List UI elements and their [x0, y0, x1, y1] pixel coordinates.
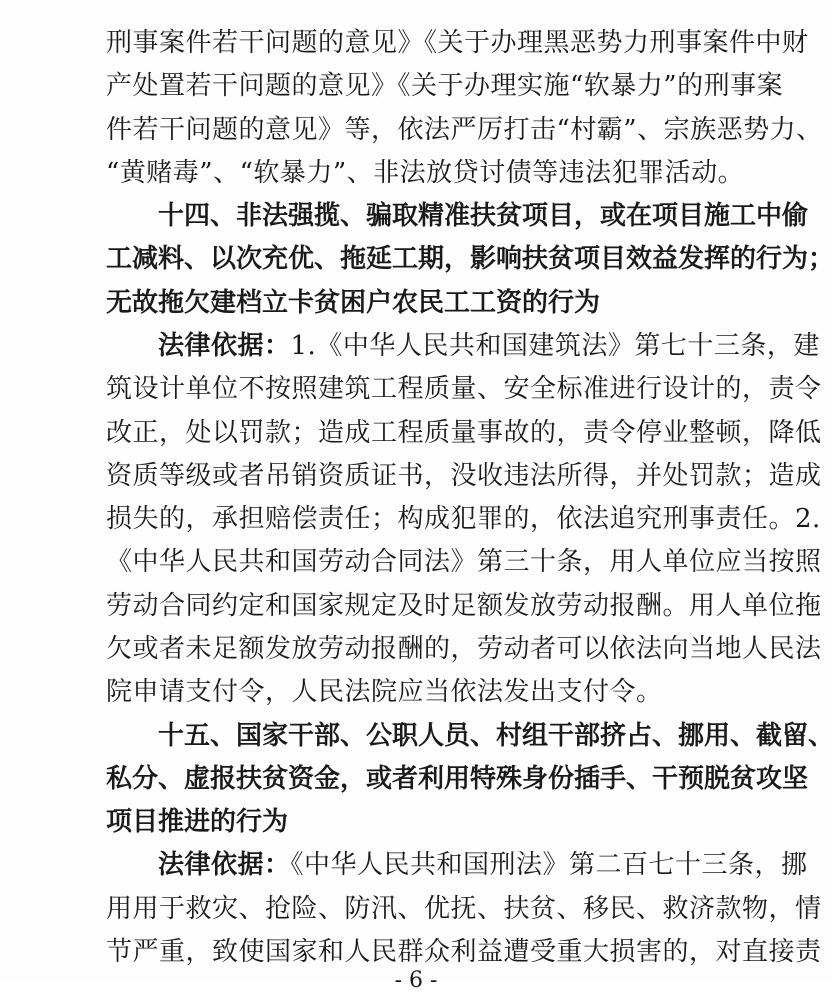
section-heading-15: 私分、虚报扶贫资金，或者利用特殊身份插手、干预脱贫攻坚: [106, 764, 809, 794]
body-line: 用用于救灾、抢险、防汛、优抚、扶贫、移民、救济款物，情: [106, 894, 822, 924]
body-line: 筑设计单位不按照建筑工程质量、安全标准进行设计的，责令: [106, 374, 822, 404]
body-line: 损失的，承担赔偿责任；构成犯罪的，依法追究刑事责任。2.: [106, 504, 821, 534]
legal-basis-text: 1.《中华人民共和国建筑法》第七十三条，建: [290, 331, 820, 361]
legal-basis-label: 法律依据：: [158, 331, 291, 361]
legal-basis-first-line: [158, 324, 820, 368]
section-heading-14: 工减料、以次充优、拖延工期，影响扶贫项目效益发挥的行为；: [106, 244, 834, 274]
legal-basis-label: 法律依据：: [158, 850, 291, 880]
page-number: - 6 -: [394, 968, 438, 993]
body-line: 《中华人民共和国劳动合同法》第三十条，用人单位应当按照: [106, 547, 822, 577]
body-line: “黄赌毒”、“软暴力”、非法放贷讨债等违法犯罪活动。: [106, 158, 745, 188]
legal-basis-text: 《中华人民共和国刑法》第二百七十三条，挪: [290, 850, 808, 880]
section-heading-15: 十五、国家干部、公职人员、村组干部挤占、挪用、截留、: [158, 721, 834, 751]
body-line: 院申请支付令，人民法院应当依法发出支付令。: [106, 677, 663, 707]
body-line: 产处置若干问题的意见》《关于办理实施“软暴力”的刑事案: [106, 71, 784, 101]
section-heading-14: 无故拖欠建档立卡贫困户农民工工资的行为: [106, 288, 601, 318]
section-heading-15: 项目推进的行为: [106, 807, 289, 837]
body-line: 劳动合同约定和国家规定及时足额发放劳动报酬。用人单位拖: [106, 591, 822, 621]
legal-basis-first-line: [158, 843, 808, 887]
body-line: 件若干问题的意见》等，依法严厉打击“村霸”、宗族恶势力、: [106, 115, 823, 145]
section-heading-14: 十四、非法强揽、骗取精准扶贫项目，或在项目施工中偷: [158, 201, 809, 231]
body-line: 欠或者未足额发放劳动报酬的，劳动者可以依法向当地人民法: [106, 634, 822, 664]
body-line: 刑事案件若干问题的意见》《关于办理黑恶势力刑事案件中财: [106, 28, 809, 58]
body-line: 改正，处以罚款；造成工程质量事故的，责令停业整顿，降低: [106, 418, 822, 448]
body-line: 节严重，致使国家和人民群众利益遭受重大损害的，对直接责: [106, 937, 822, 967]
body-line: 资质等级或者吊销资质证书，没收违法所得，并处罚款；造成: [106, 461, 822, 491]
